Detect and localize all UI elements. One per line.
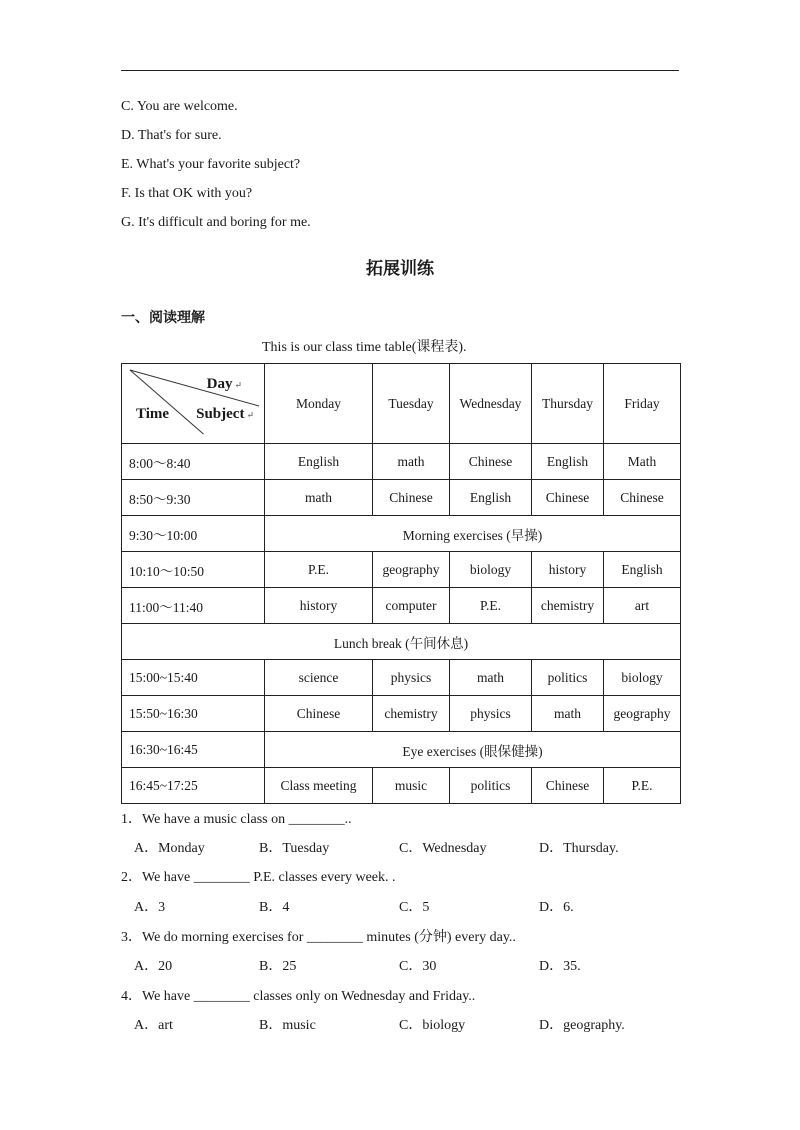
table-row <box>122 660 681 696</box>
time-cell: 11:00～11:40 <box>122 588 265 624</box>
subject-cell: math <box>532 696 604 732</box>
merged-activity-cell: Morning exercises (早操) <box>265 516 681 552</box>
time-cell: 8:00～8:40 <box>122 444 265 480</box>
time-cell: 16:45~17:25 <box>122 768 265 804</box>
choice-d[interactable]: D．Thursday. <box>539 841 619 856</box>
option-g: G. It's difficult and boring for me. <box>121 215 311 230</box>
subject-cell: English <box>604 552 681 588</box>
subject-cell: Chinese <box>604 480 681 516</box>
choice-a[interactable]: A．3 <box>134 900 166 915</box>
corner-time-label: Time <box>136 406 170 422</box>
subject-cell: Math <box>604 444 681 480</box>
time-cell: 8:50～9:30 <box>122 480 265 516</box>
choice-b[interactable]: B．25 <box>259 959 297 974</box>
table-row <box>122 588 681 624</box>
subject-cell: English <box>265 444 373 480</box>
option-c: C. You are welcome. <box>121 99 238 114</box>
question-2-stem: 2．We have ________ P.E. classes every week. . <box>121 870 396 885</box>
subject-cell: Chinese <box>532 480 604 516</box>
subject-cell: science <box>265 660 373 696</box>
subject-cell: physics <box>450 696 532 732</box>
question-4-stem: 4．We have ________ classes only on Wednesday and Friday.. <box>121 989 476 1004</box>
time-cell: 10:10～10:50 <box>122 552 265 588</box>
subject-cell: Chinese <box>450 444 532 480</box>
option-e: E. What's your favorite subject? <box>121 157 301 172</box>
header-rule <box>121 70 679 71</box>
section-title: 拓展训练 <box>366 259 434 279</box>
subject-cell: P.E. <box>604 768 681 804</box>
subject-cell: politics <box>532 660 604 696</box>
choice-d[interactable]: D．35. <box>539 959 581 974</box>
choice-b[interactable]: B．4 <box>259 900 290 915</box>
table-row <box>122 444 681 480</box>
table-caption: This is our class time table(课程表). <box>262 340 467 355</box>
subject-cell: computer <box>373 588 450 624</box>
time-cell: 9:30～10:00 <box>122 516 265 552</box>
subject-cell: art <box>604 588 681 624</box>
choice-c[interactable]: C．5 <box>399 900 430 915</box>
subject-cell: math <box>450 660 532 696</box>
subject-cell: politics <box>450 768 532 804</box>
choice-a[interactable]: A．20 <box>134 959 173 974</box>
option-f: F. Is that OK with you? <box>121 186 253 201</box>
time-cell: 15:00~15:40 <box>122 660 265 696</box>
day-header: Monday <box>265 364 373 444</box>
subject-cell: music <box>373 768 450 804</box>
merged-activity-cell: Eye exercises (眼保健操) <box>265 732 681 768</box>
subject-cell: math <box>373 444 450 480</box>
subject-cell: Class meeting <box>265 768 373 804</box>
subject-cell: biology <box>604 660 681 696</box>
timetable <box>121 363 681 804</box>
choice-d[interactable]: D．6. <box>539 900 574 915</box>
choice-a[interactable]: A．Monday <box>134 841 205 856</box>
subject-cell: history <box>265 588 373 624</box>
day-header: Friday <box>604 364 681 444</box>
time-cell: 16:30~16:45 <box>122 732 265 768</box>
subject-cell: geography <box>604 696 681 732</box>
table-row <box>122 768 681 804</box>
subject-cell: English <box>450 480 532 516</box>
day-header: Thursday <box>532 364 604 444</box>
subject-cell: chemistry <box>373 696 450 732</box>
day-header: Tuesday <box>373 364 450 444</box>
table-row <box>122 552 681 588</box>
option-d: D. That's for sure. <box>121 128 222 143</box>
choice-c[interactable]: C．Wednesday <box>399 841 487 856</box>
choice-c[interactable]: C．biology <box>399 1018 466 1033</box>
diagonal-lines <box>122 364 264 443</box>
lunch-break-cell: Lunch break (午间休息) <box>122 624 681 660</box>
choice-a[interactable]: A．art <box>134 1018 173 1033</box>
subject-cell: biology <box>450 552 532 588</box>
corner-day-label: Day ↵ <box>206 376 242 392</box>
subject-cell: Chinese <box>265 696 373 732</box>
subject-cell: Chinese <box>373 480 450 516</box>
subject-cell: Chinese <box>532 768 604 804</box>
subject-cell: P.E. <box>265 552 373 588</box>
table-row <box>122 624 681 660</box>
day-header: Wednesday <box>450 364 532 444</box>
choice-d[interactable]: D．geography. <box>539 1018 625 1033</box>
table-row <box>122 696 681 732</box>
timetable-corner-cell <box>122 364 265 444</box>
table-row <box>122 732 681 768</box>
subject-cell: P.E. <box>450 588 532 624</box>
subject-cell: geography <box>373 552 450 588</box>
subject-cell: history <box>532 552 604 588</box>
table-row <box>122 480 681 516</box>
subject-cell: physics <box>373 660 450 696</box>
part-heading: 一、阅读理解 <box>121 310 205 326</box>
subject-cell: chemistry <box>532 588 604 624</box>
subject-cell: math <box>265 480 373 516</box>
corner-subject-label: Subject ↵ <box>196 406 254 422</box>
time-cell: 15:50~16:30 <box>122 696 265 732</box>
choice-c[interactable]: C．30 <box>399 959 437 974</box>
choice-b[interactable]: B．Tuesday <box>259 841 330 856</box>
question-3-stem: 3．We do morning exercises for ________ minutes (分钟) every day.. <box>121 930 516 945</box>
subject-cell: English <box>532 444 604 480</box>
choice-b[interactable]: B．music <box>259 1018 316 1033</box>
timetable-header-row <box>122 364 681 444</box>
question-1-stem: 1．We have a music class on ________.. <box>121 812 352 827</box>
table-row <box>122 516 681 552</box>
